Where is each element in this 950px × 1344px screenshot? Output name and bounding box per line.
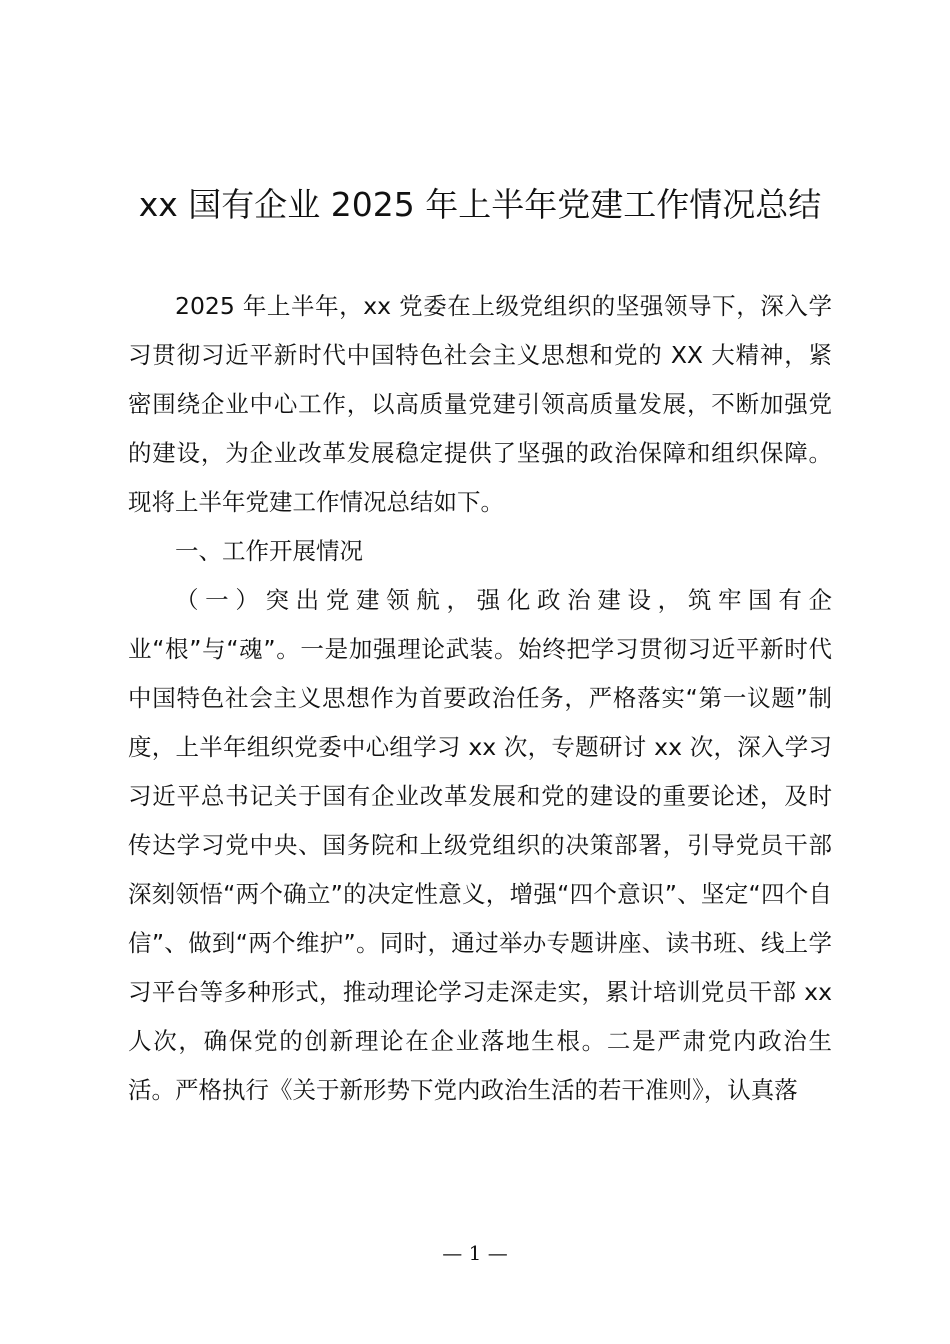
document-body: [128, 282, 832, 1115]
subsection-paragraph: （一）突出党建领航，强化政治建设，筑牢国有企业“根”与“魂”。一是加强理论武装。始终把学习贯彻习近平新时代中国特色社会主义思想作为首要政治任务，严格落实“第一议题”制度，上半年组织党委中心组学习 xx 次，专题研讨 xx 次，深入学习习近平总书记关于国有企业改革发展和党的建设的重要论述，及时传达学习党中央、国务院和上级党组织的决策部署，引导党员干部深刻领悟“两个确立”的决定性意义，增强“四个意识”、坚定“四个自信”、做到“两个维护”。同时，通过举办专题讲座、读书班、线上学习平台等多种形式，推动理论学习走深走实，累计培训党员干部 xx 人次，确保党的创新理论在企业落地生根。二是严肃党内政治生活。严格执行《关于新形势下党内政治生活的若干准则》，认真落: [128, 586, 832, 1104]
page-number: — 1 —: [442, 1241, 508, 1265]
document-title: xx 国有企业 2025 年上半年党建工作情况总结: [138, 185, 822, 224]
section-heading: 一、工作开展情况: [175, 537, 363, 565]
intro-paragraph: 2025 年上半年，xx 党委在上级党组织的坚强领导下，深入学习贯彻习近平新时代中国特色社会主义思想和党的 XX 大精神，紧密围绕企业中心工作，以高质量党建引领高质量发展，不断加强党的建设，为企业改革发展稳定提供了坚强的政治保障和组织保障。现将上半年党建工作情况总结如下。: [128, 292, 832, 516]
